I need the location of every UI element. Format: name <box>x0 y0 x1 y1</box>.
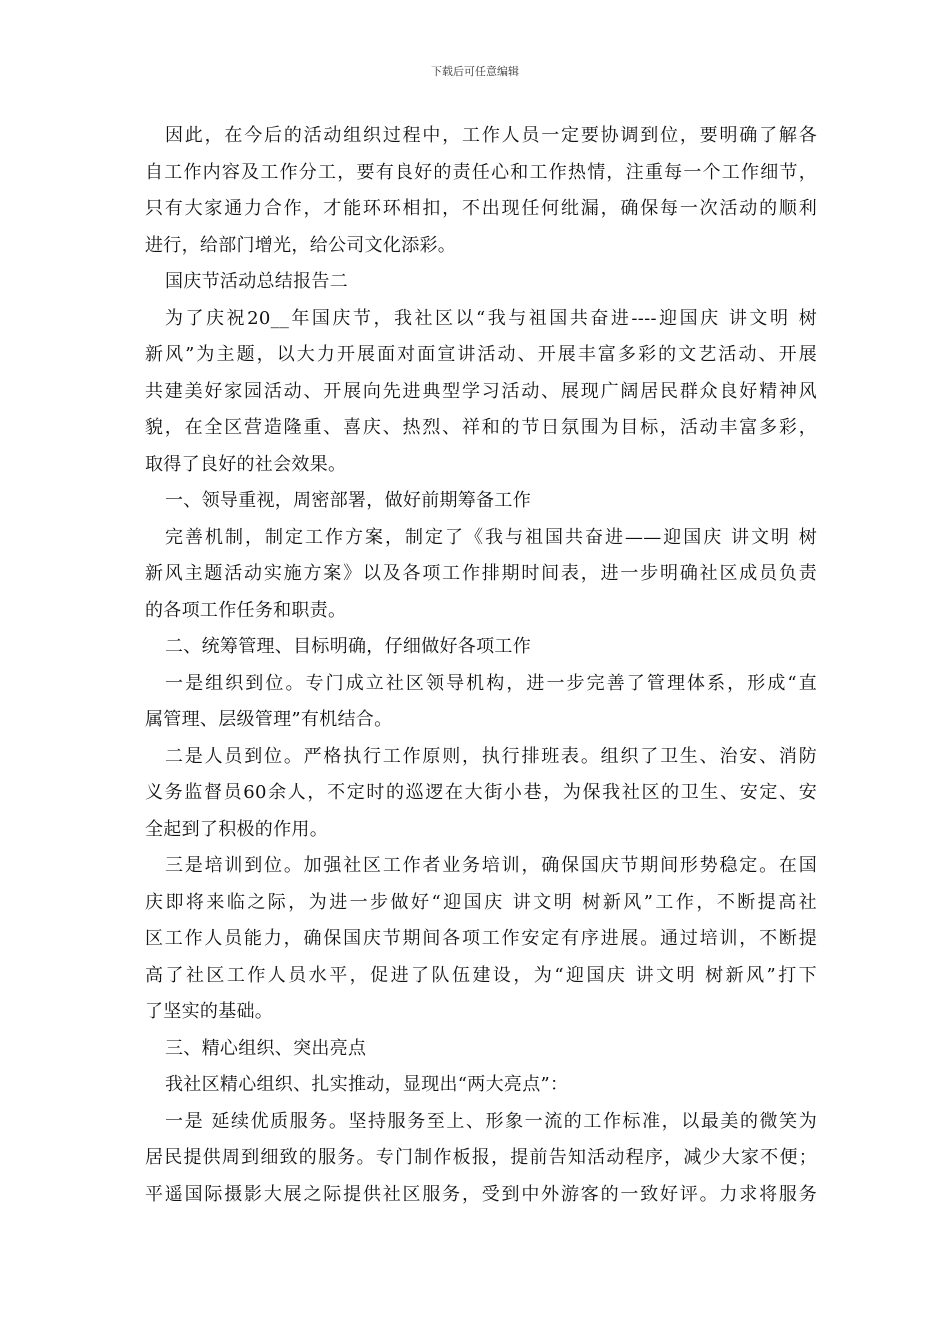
text-line: 一是组织到位。专门成立社区领导机构，进一步完善了管理体系，形成“直 <box>165 672 817 694</box>
text-line: 只有大家通力合作，才能环环相扣，不出现任何纰漏，确保每一次活动的顺利 <box>145 198 817 219</box>
text-line: 新风”为主题，以大力开展面对面宣讲活动、开展丰富多彩的文艺活动、开展 <box>145 344 817 365</box>
text-line: 高了社区工作人员水平，促进了队伍建设，为“迎国庆 讲文明 树新风”打下 <box>145 964 817 986</box>
text-line: 全起到了积极的作用。 <box>145 818 328 840</box>
text-line: 貌，在全区营造隆重、喜庆、热烈、祥和的节日氛围为目标，活动丰富多彩， <box>145 417 817 438</box>
text-line: 进行，给部门增光，给公司文化添彩。 <box>145 234 457 256</box>
text-line: 庆即将来临之际，为进一步做好“迎国庆 讲文明 树新风”工作，不断提高社 <box>145 891 817 913</box>
text-line: 为了庆祝20__年国庆节，我社区以“我与祖国共奋进----迎国庆 讲文明 树 <box>165 307 817 329</box>
text-line: 平遥国际摄影大展之际提供社区服务，受到中外游客的一致好评。力求将服务 <box>145 1183 817 1205</box>
text-line: 完善机制，制定工作方案，制定了《我与祖国共奋进——迎国庆 讲文明 树 <box>165 526 817 548</box>
text-line: 新风主题活动实施方案》以及各项工作排期时间表，进一步明确社区成员负责 <box>145 563 817 584</box>
text-line: 共建美好家园活动、开展向先进典型学习活动、展现广阔居民群众良好精神风 <box>145 380 817 402</box>
text-line: 义务监督员60余人，不定时的巡逻在大街小巷，为保我社区的卫生、安定、安 <box>145 782 817 803</box>
text-line: 居民提供周到细致的服务。专门制作板报，提前告知活动程序，减少大家不便； <box>145 1147 817 1168</box>
text-line: 区工作人员能力，确保国庆节期间各项工作安定有序进展。通过培训，不断提 <box>145 928 817 949</box>
text-line: 三是培训到位。加强社区工作者业务培训，确保国庆节期间形势稳定。在国 <box>165 855 817 876</box>
text-line: 三、精心组织、突出亮点 <box>165 1037 367 1059</box>
text-line: 国庆节活动总结报告二 <box>165 271 348 292</box>
text-line: 的各项工作任务和职责。 <box>145 599 347 621</box>
text-line: 一是 延续优质服务。坚持服务至上、形象一流的工作标准，以最美的微笑为 <box>165 1110 817 1132</box>
text-line: 我社区精心组织、扎实推动，显现出“两大亮点”： <box>165 1074 569 1095</box>
document-body <box>145 118 817 1213</box>
text-line: 因此，在今后的活动组织过程中，工作人员一定要协调到位，要明确了解各 <box>165 125 817 146</box>
text-line: 自工作内容及工作分工，要有良好的责任心和工作热情，注重每一个工作细节， <box>145 161 817 183</box>
page-header: 下载后可任意编辑 <box>431 65 519 78</box>
text-line: 取得了良好的社会效果。 <box>145 453 347 475</box>
text-line: 了坚实的基础。 <box>145 1001 274 1022</box>
text-line: 属管理、层级管理”有机结合。 <box>145 709 393 730</box>
text-line: 一、领导重视，周密部署，做好前期筹备工作 <box>165 490 531 511</box>
text-line: 二是人员到位。严格执行工作原则，执行排班表。组织了卫生、治安、消防 <box>165 745 817 767</box>
text-line: 二、统筹管理、目标明确，仔细做好各项工作 <box>165 636 531 657</box>
